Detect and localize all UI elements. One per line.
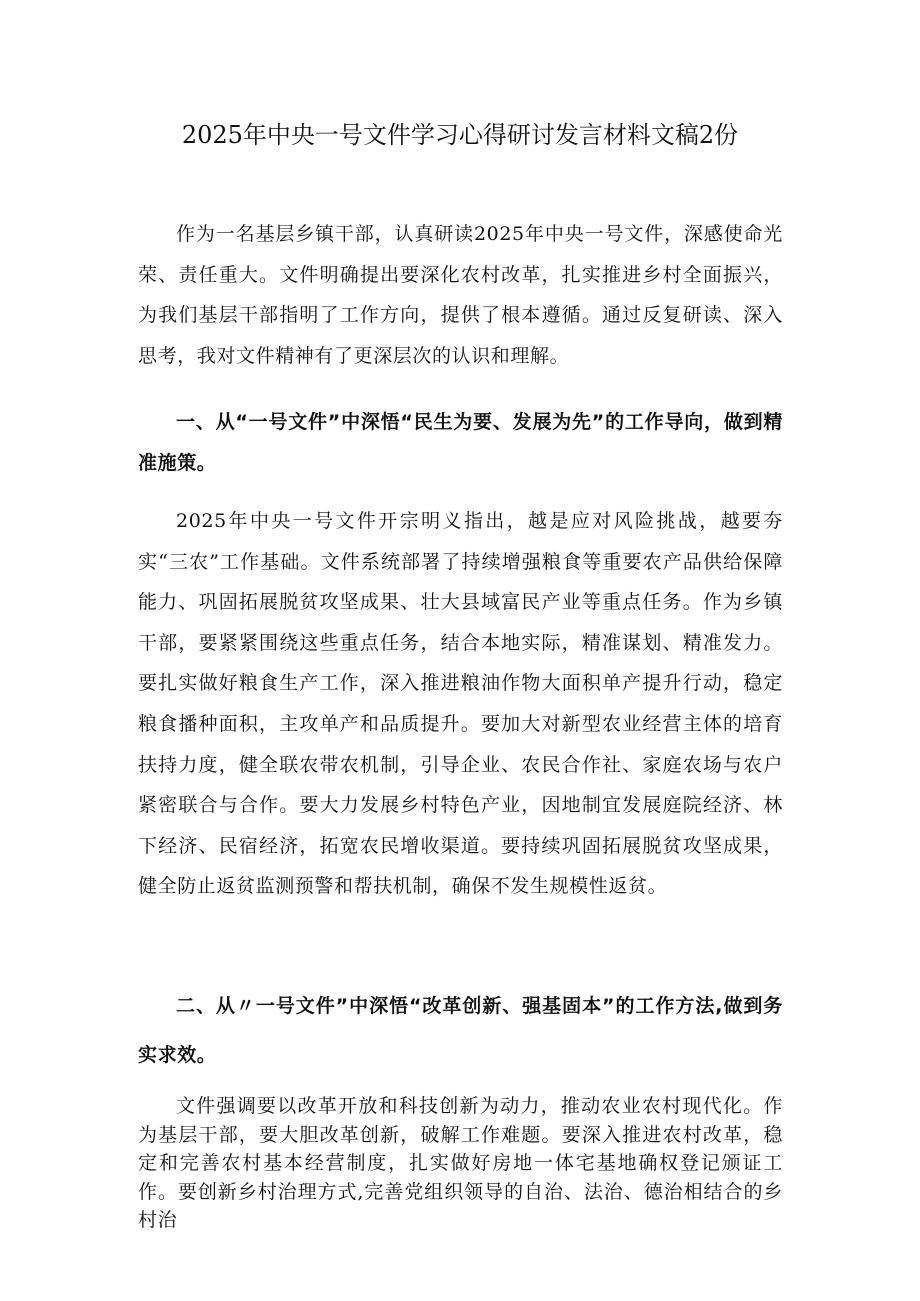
intro-paragraph: 作为一名基层乡镇干部，认真研读2025年中央一号文件，深感使命光荣、责任重大。文件明确提出要深化农村改革，扎实推进乡村全面振兴，为我们基层干部指明了工作方向，提供了根本遵循。通过反复研读、深入思考，我对文件精神有了更深层次的认识和理解。 [138, 223, 783, 367]
section-1-paragraph: 2025年中央一号文件开宗明义指出，越是应对风险挑战，越要夯实“三农”工作基础。文件系统部署了持续增强粮食等重要农产品供给保障能力、巩固拓展脱贫攻坚成果、壮大县域富民产业等重点任务。作为乡镇干部，要紧紧围绕这些重点任务，结合本地实际，精准谋划、精准发力。要扎实做好粮食生产工作，深入推进粮油作物大面积单产提升行动，稳定粮食播种面积，主攻单产和品质提升。要加大对新型农业经营主体的培育扶持力度，健全联农带农机制，引导企业、农民合作社、家庭农场与农户紧密联合与合作。要大力发展乡村特色产业，因地制宜发展庭院经济、林下经济、民宿经济，拓宽农民增收渠道。要持续巩固拓展脱贫攻坚成果，健全防止返贫监测预警和帮扶机制，确保不发生规模性返贫。 [138, 510, 783, 898]
section-1-heading: 一、从“一号文件”中深悟“民生为要、发展为先”的工作导向，做到精准施策。 [138, 411, 783, 474]
section-2-paragraph: 文件强调要以改革开放和科技创新为动力，推动农业农村现代化。作为基层干部，要大胆改革创新，破解工作难题。要深入推进农村改革，稳定和完善农村基本经营制度，扎实做好房地一体宅基地确权登记颁证工作。要创新乡村治理方式,完善党组织领导的自治、法治、德治相结合的乡村治 [138, 1095, 783, 1231]
document-title: 2025年中央一号文件学习心得研讨发言材料文稿2份 [181, 121, 739, 149]
section-2-heading: 二、从〃一号文件”中深悟“改革创新、强基固本”的工作方法,做到务实求效。 [138, 995, 783, 1066]
